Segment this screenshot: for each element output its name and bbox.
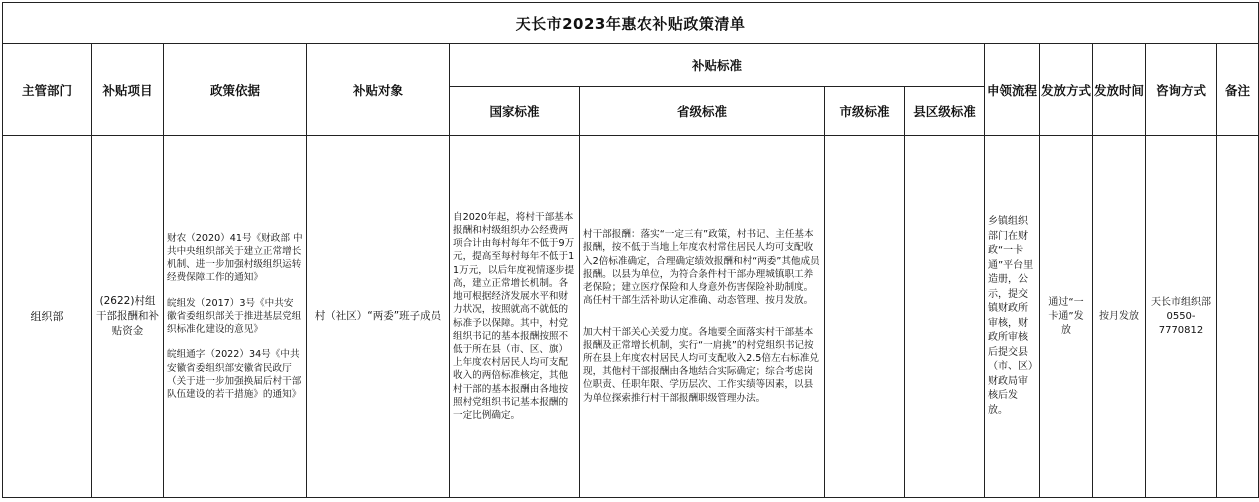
header-time: 发放时间 bbox=[1093, 44, 1146, 136]
cell-county bbox=[905, 136, 985, 498]
header-process: 申领流程 bbox=[985, 44, 1040, 136]
table-title: 天长市2023年惠农补贴政策清单 bbox=[3, 3, 1259, 44]
provincial-para-2: 加大村干部关心关爱力度。各地要全面落实村干部基本报酬及正常增长机制，实行“一肩挑”的村党组织书记按所在县上年度农村居民人均可支配收入2.5倍左右标准兑现，其他村干部报酬由各地结合实际确定；综合考虑岗位职责、任职年限、学历层次、工作实绩等因素，以县为单位探索推行村干部报酬职级管理办法。 bbox=[583, 326, 819, 404]
header-county: 县区级标准 bbox=[905, 87, 985, 136]
header-note: 备注 bbox=[1217, 44, 1259, 136]
basis-doc-1: 财农（2020）41号《财政部 中共中央组织部关于建立正常增长机制、进一步加强村级组织运转经费保障工作的通知》 bbox=[167, 232, 303, 284]
header-standard: 补贴标准 bbox=[450, 44, 985, 87]
header-contact: 咨询方式 bbox=[1146, 44, 1217, 136]
cell-target: 村（社区）“两委”班子成员 bbox=[307, 136, 450, 498]
header-method: 发放方式 bbox=[1040, 44, 1093, 136]
table-row bbox=[3, 136, 1259, 498]
cell-method: 通过“一卡通”发放 bbox=[1040, 136, 1093, 498]
cell-dept: 组织部 bbox=[3, 136, 92, 498]
cell-process: 乡镇组织部门在财政“一卡通”平台里造册，公示，提交镇财政所审核，财政所审核后提交县（市、区）财政局审核后发放。 bbox=[985, 136, 1040, 498]
policy-table bbox=[2, 2, 1259, 498]
header-provincial: 省级标准 bbox=[580, 87, 825, 136]
basis-doc-3: 皖组通字（2022）34号《中共安徽省委组织部安徽省民政厅（关于进一步加强换届后村干部队伍建设的若干措施》的通知》 bbox=[167, 349, 302, 400]
header-basis: 政策依据 bbox=[164, 44, 307, 136]
cell-contact bbox=[1146, 136, 1217, 498]
cell-basis bbox=[164, 136, 307, 498]
cell-time: 按月发放 bbox=[1093, 136, 1146, 498]
header-national: 国家标准 bbox=[450, 87, 580, 136]
header-city: 市级标准 bbox=[825, 87, 905, 136]
provincial-para-1: 村干部报酬：落实“一定三有”政策，村书记、主任基本报酬，按不低于当地上年度农村常住居民人均可支配收入2倍标准确定，合理确定绩效报酬和村“两委”其他成员报酬。以县为单位，为符合条件村干部办理城镇职工养老保险；建立医疗保险和人身意外伤害保险补助制度。高任村干部生活补助认定准确、动态管理、按月发放。 bbox=[583, 229, 820, 307]
header-target: 补贴对象 bbox=[307, 44, 450, 136]
cell-national: 自2020年起，将村干部基本报酬和村级组织办公经费两项合计由每村每年不低于9万元，提高至每村每年不低于11万元，以后年度视情逐步提高，建立正常增长机制。各地可根据经济发展水平和财力状况，按照就高不就低的标准予以保障。其中，村党组织书记的基本报酬按照不低于所在县（市、区、旗）上年度农村居民人均可支配收入的两倍标准核定，其他村干部的基本报酬由各地按照村党组织书记基本报酬的一定比例确定。 bbox=[450, 136, 580, 498]
cell-note bbox=[1217, 136, 1259, 498]
header-dept: 主管部门 bbox=[3, 44, 92, 136]
contact-phone: 0550-7770812 bbox=[1158, 310, 1204, 336]
contact-org: 天长市组织部 bbox=[1151, 296, 1211, 308]
basis-doc-2: 皖组发（2017）3号《中共安徽省委组织部关于推进基层党组织标准化建设的意见》 bbox=[167, 297, 302, 336]
cell-provincial bbox=[580, 136, 825, 498]
policy-table-container bbox=[2, 2, 1250, 498]
cell-city bbox=[825, 136, 905, 498]
header-item: 补贴项目 bbox=[92, 44, 164, 136]
cell-item: (2622)村组干部报酬和补贴资金 bbox=[92, 136, 164, 498]
